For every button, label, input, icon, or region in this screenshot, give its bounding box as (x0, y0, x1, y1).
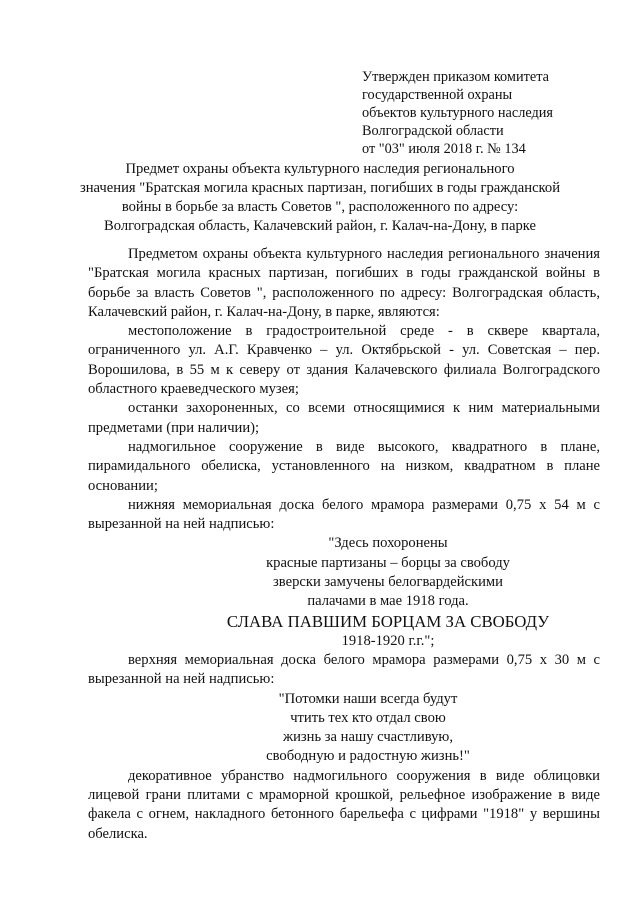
approval-line: Волгоградской области (362, 123, 504, 139)
structure-paragraph: надмогильное сооружение в виде высокого, квадратного в плане, пирамидального обелиска, установленного на низком, квадратном в плане основании; (88, 438, 600, 494)
inscription-line: "Здесь похоронены (328, 535, 448, 552)
upper-plaque-paragraph: верхняя мемориальная доска белого мрамора размерами 0,75 х 30 м с вырезанной на ней надписью: (88, 651, 600, 688)
title-line: Волгоградская область, Калачевский район, г. Калач-на-Дону, в парке (104, 218, 536, 234)
remains-paragraph: останки захороненных, со всеми относящимися к ним материальными предметами (при наличии); (88, 400, 600, 436)
decoration-paragraph: декоративное убранство надмогильного сооружения в виде облицовки лицевой грани плитами с мраморной крошкой, рельефное изображение в виде факела с огнем, накладного бетонного барельефа с цифрами "1918" у вершины обелиска. (88, 767, 600, 842)
inscription-line: "Потомки наши всегда будут (278, 690, 458, 707)
approval-line: объектов культурного наследия (362, 105, 553, 121)
approval-stamp (362, 68, 622, 158)
lower-plaque-paragraph: нижняя мемориальная доска белого мрамора размерами 0,75 х 54 м с вырезанной на ней надписью: (88, 496, 600, 533)
inscription-line: чтить тех кто отдал свою (290, 709, 446, 726)
lower-plaque-inscription (178, 534, 598, 650)
title-line: войны в борьбе за власть Советов ", расположенного по адресу: (121, 199, 519, 215)
location-paragraph: местоположение в градостроительной среде - в сквере квартала, ограниченного ул. А.Г. Кравченко – ул. Октябрьской - ул. Советская – пер. Ворошилова, в 55 м к северу от здания Калачевского филиала Волгоградского областного краеведческого музея; (88, 323, 600, 398)
title-line: Предмет охраны объекта культурного наследия регионального (125, 161, 515, 177)
inscription-glory-line: СЛАВА ПАВШИМ БОРЦАМ ЗА СВОБОДУ (226, 611, 550, 631)
inscription-line: красные партизаны – борцы за свободу (266, 554, 510, 571)
upper-plaque-inscription (158, 690, 578, 767)
approval-line: Утвержден приказом комитета (362, 69, 549, 85)
title-line: значения "Братская могила красных партизан, погибших в годы гражданской (79, 180, 561, 196)
document-title (50, 160, 590, 236)
document-body (88, 245, 600, 844)
inscription-line: палачами в мае 1918 года. (307, 593, 469, 610)
approval-line: от "03" июля 2018 г. № 134 (362, 141, 526, 157)
inscription-line: свободную и радостную жизнь!" (266, 748, 470, 765)
approval-line: государственной охраны (362, 87, 513, 103)
inscription-line: жизнь за нашу счастливую, (283, 729, 453, 746)
inscription-years: 1918-1920 г.г."; (341, 632, 435, 649)
intro-paragraph: Предметом охраны объекта культурного наследия регионального значения "Братская могила красных партизан, погибших в годы гражданской войны в борьбе за власть Советов ", расположенного по адресу: Волгоградская область, Калачевский район, г. Калач-на-Дону, в парке, являются: (88, 246, 600, 320)
inscription-line: зверски замучены белогвардейскими (273, 574, 503, 591)
